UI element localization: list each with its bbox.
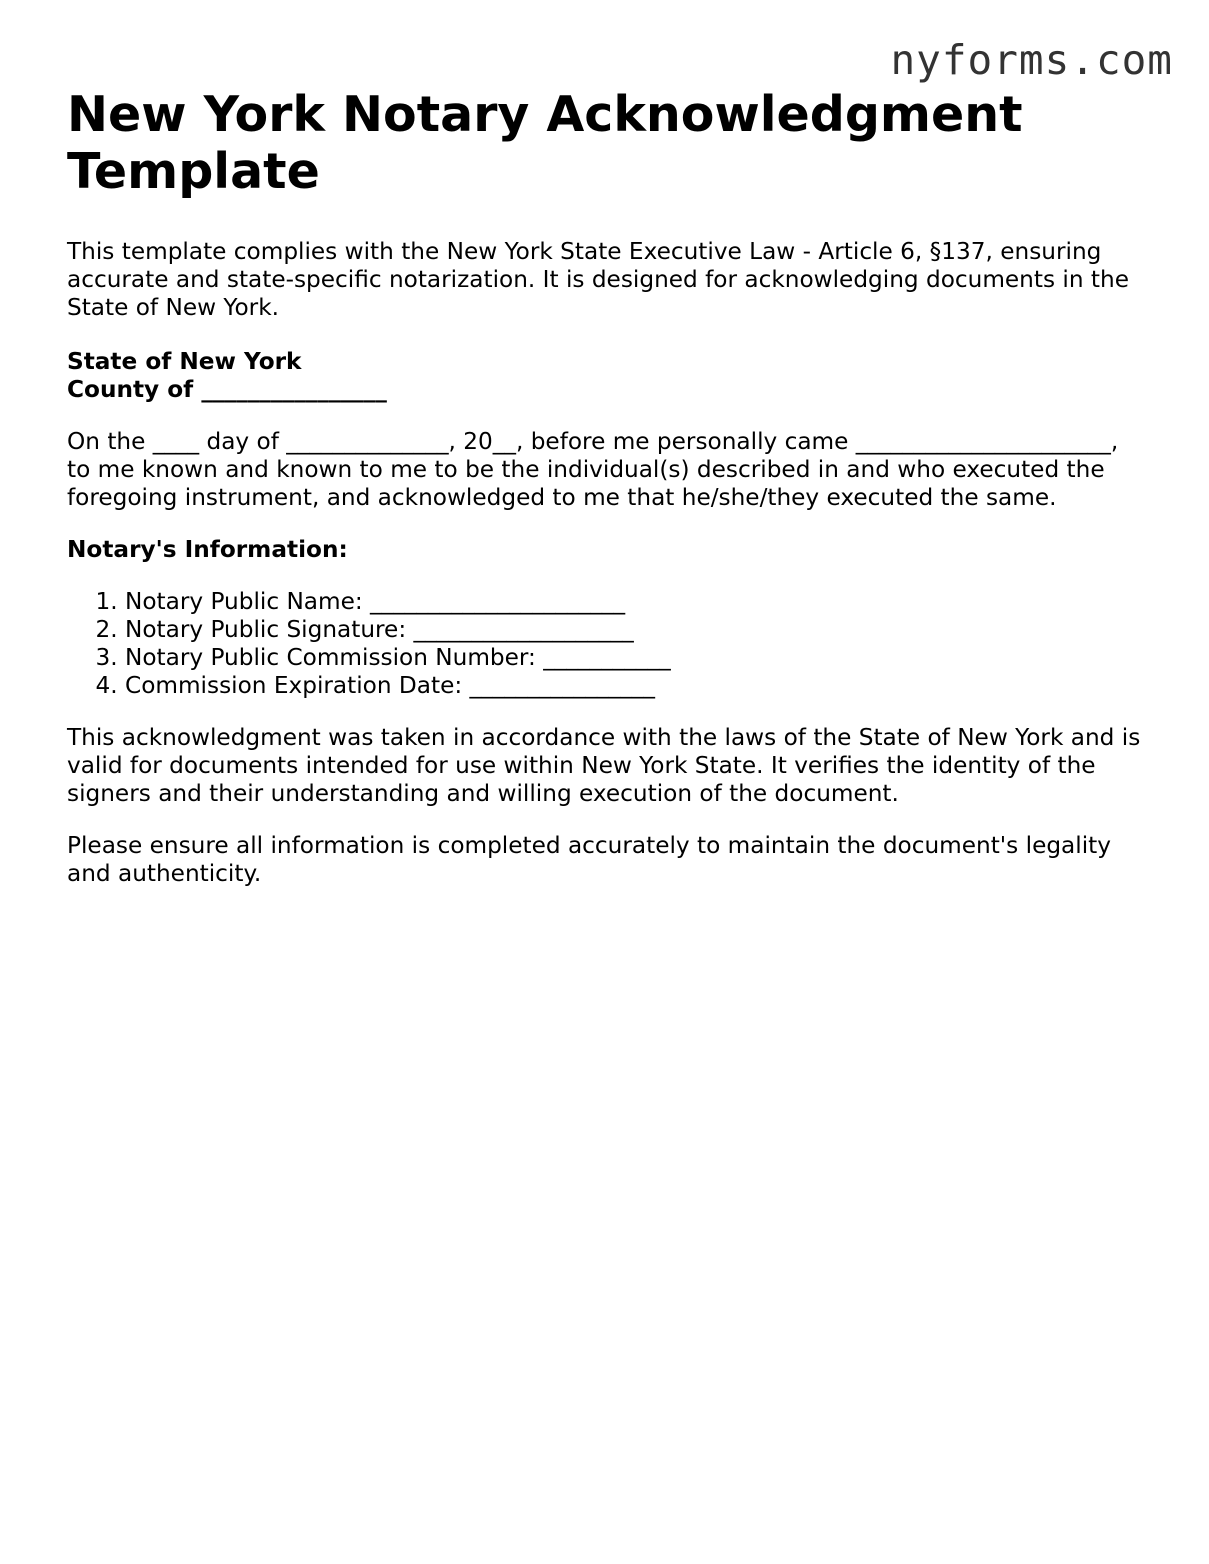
document-title: New York Notary Acknowledgment Template	[67, 86, 1023, 200]
county-line: County of ________________	[67, 376, 387, 403]
intro-paragraph: This template complies with the New York State Executive Law - Article 6, §137, ensuring accurate and state-specific notarization. It is designed for acknowledging documents in the State of New York.	[67, 238, 1129, 321]
commission-number-item: 3. Notary Public Commission Number: ___________	[125, 644, 1147, 672]
acknowledgment-paragraph: On the ____ day of ______________, 20__, before me personally came ______________________, to me known and known to me to be the individual(s) described in and who executed the foregoing instrument, and acknowledged to me that he/she/they executed the same.	[67, 428, 1119, 511]
closing-paragraph: Please ensure all information is completed accurately to maintain the document's legality and authenticity.	[67, 832, 1111, 887]
notary-info-list	[67, 588, 1147, 700]
validity-paragraph: This acknowledgment was taken in accordance with the laws of the State of New York and is valid for documents intended for use within New York State. It verifies the identity of the signers and their understanding and willing execution of the document.	[67, 724, 1141, 807]
notary-signature-item: 2. Notary Public Signature: ___________________	[125, 616, 1147, 644]
site-watermark: nyforms.com	[890, 36, 1173, 84]
notary-name-item: 1. Notary Public Name: ______________________	[125, 588, 1147, 616]
commission-expiration-item: 4. Commission Expiration Date: ________________	[125, 672, 1147, 700]
document-page	[67, 86, 1147, 888]
state-line: State of New York	[67, 348, 302, 375]
notary-info-heading: Notary's Information:	[67, 536, 348, 563]
venue-block	[67, 348, 1147, 404]
